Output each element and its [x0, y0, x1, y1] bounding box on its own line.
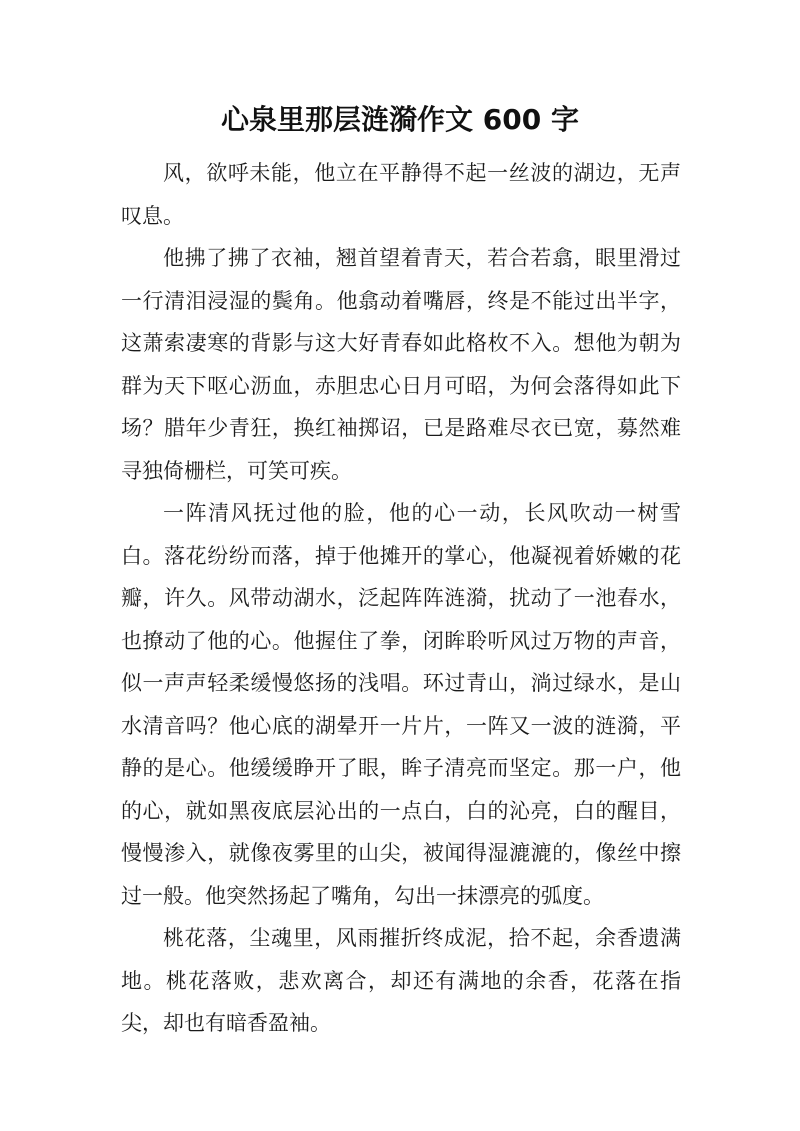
paragraph: 一阵清风抚过他的脸，他的心一动，长风吹动一树雪白。落花纷纷而落，掉于他摊开的掌心，他凝视着娇嫩的花瓣，许久。风带动湖水，泛起阵阵涟漪，扰动了一池春水，也撩动了他的心。他握住了拳，闭眸聆听风过万物的声音，似一声声轻柔缓慢悠扬的浅唱。环过青山，淌过绿水，是山水清音吗？他心底的湖晕开一片片，一阵又一波的涟漪，平静的是心。他缓缓睁开了眼，眸子清亮而坚定。那一户，他的心，就如黑夜底层沁出的一点白，白的沁亮，白的醒目，慢慢渗入，就像夜雾里的山尖，被闻得湿漉漉的，像丝中擦过一般。他突然扬起了嘴角，勾出一抹漂亮的弧度。: [121, 501, 681, 908]
paragraph: 风，欲呼未能，他立在平静得不起一丝波的湖边，无声叹息。: [121, 161, 681, 228]
document-body: [121, 152, 681, 1045]
paragraph: 他拂了拂了衣袖，翘首望着青天，若合若翕，眼里滑过一行清泪浸湿的鬓角。他翕动着嘴唇，终是不能过出半字，这萧索凄寒的背影与这大好青春如此格枚不入。想他为朝为群为天下呕心沥血，赤胆忠心日月可昭，为何会落得如此下场？腊年少青狂，换红袖掷诏，已是路难尽衣已宽，募然难寻独倚栅栏，可笑可疾。: [121, 246, 681, 483]
document-title: 心泉里那层涟漪作文 600 字: [221, 103, 579, 136]
paragraph: 桃花落，尘魂里，风雨摧折终成泥，拾不起，余香遗满地。桃花落败，悲欢离合，却还有满地的余香，花落在指尖，却也有暗香盈袖。: [121, 926, 681, 1035]
